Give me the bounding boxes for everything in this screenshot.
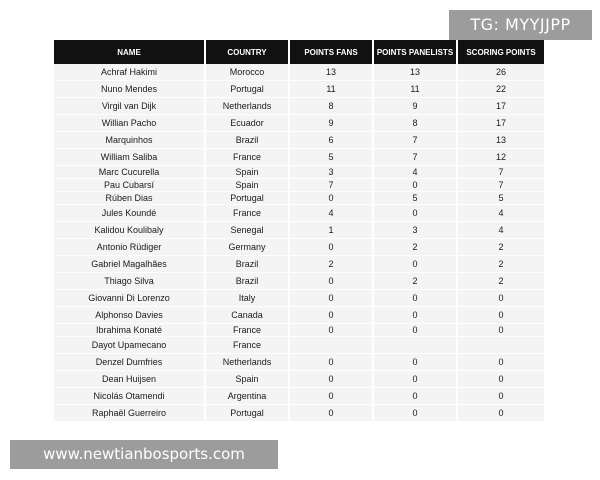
scoring-points-cell: 4	[458, 205, 544, 222]
player-name-cell: Dean Huijsen	[54, 371, 206, 388]
table-row	[54, 337, 544, 354]
player-name-cell: William Saliba	[54, 149, 206, 166]
country-cell: France	[206, 324, 290, 337]
player-name-cell: Giovanni Di Lorenzo	[54, 290, 206, 307]
points-fans-cell	[290, 337, 374, 354]
table-row	[54, 115, 544, 132]
points-panelists-cell: 3	[374, 222, 458, 239]
country-cell: Portugal	[206, 81, 290, 98]
scoring-points-cell: 4	[458, 222, 544, 239]
player-name-cell: Rúben Dias	[54, 192, 206, 205]
scoring-points-cell: 2	[458, 256, 544, 273]
scoring-points-cell	[458, 337, 544, 354]
player-name-cell: Nuno Mendes	[54, 81, 206, 98]
scoring-points-cell: 0	[458, 388, 544, 405]
points-panelists-cell: 8	[374, 115, 458, 132]
points-fans-cell: 0	[290, 405, 374, 422]
scoring-points-cell: 2	[458, 273, 544, 290]
points-panelists-cell: 0	[374, 388, 458, 405]
player-name-cell: Thiago Silva	[54, 273, 206, 290]
player-name-cell: Alphonso Davies	[54, 307, 206, 324]
player-name-cell: Denzel Dumfries	[54, 354, 206, 371]
scoring-points-cell: 0	[458, 324, 544, 337]
points-fans-cell: 11	[290, 81, 374, 98]
country-cell: Netherlands	[206, 98, 290, 115]
scoring-points-cell: 26	[458, 64, 544, 81]
website-watermark: www.newtianbosports.com	[10, 440, 278, 469]
country-cell: Portugal	[206, 192, 290, 205]
country-cell: France	[206, 205, 290, 222]
scoring-points-cell: 22	[458, 81, 544, 98]
scoring-points-cell: 0	[458, 405, 544, 422]
scoring-points-cell: 0	[458, 307, 544, 324]
country-cell: Ecuador	[206, 115, 290, 132]
country-cell: Brazil	[206, 273, 290, 290]
header-points-fans: POINTS FANS	[290, 40, 374, 64]
table-row	[54, 405, 544, 422]
points-fans-cell: 6	[290, 132, 374, 149]
points-panelists-cell: 0	[374, 371, 458, 388]
points-panelists-cell: 11	[374, 81, 458, 98]
country-cell: Italy	[206, 290, 290, 307]
points-fans-cell: 9	[290, 115, 374, 132]
points-panelists-cell: 0	[374, 405, 458, 422]
points-fans-cell: 1	[290, 222, 374, 239]
player-name-cell: Gabriel Magalhães	[54, 256, 206, 273]
points-panelists-cell: 2	[374, 273, 458, 290]
table-row	[54, 354, 544, 371]
table-header	[54, 40, 544, 64]
player-name-cell: Achraf Hakimi	[54, 64, 206, 81]
points-panelists-cell: 0	[374, 324, 458, 337]
country-cell: Canada	[206, 307, 290, 324]
table-row	[54, 290, 544, 307]
defenders-ranking-table-container	[54, 40, 544, 422]
scoring-points-cell: 5	[458, 192, 544, 205]
table-row	[54, 149, 544, 166]
table-row	[54, 324, 544, 337]
table-row	[54, 256, 544, 273]
scoring-points-cell: 0	[458, 354, 544, 371]
points-panelists-cell: 0	[374, 307, 458, 324]
table-row	[54, 388, 544, 405]
table-row	[54, 307, 544, 324]
scoring-points-cell: 0	[458, 371, 544, 388]
player-name-cell: Ibrahima Konaté	[54, 324, 206, 337]
table-body	[54, 64, 544, 422]
points-fans-cell: 13	[290, 64, 374, 81]
points-panelists-cell	[374, 337, 458, 354]
table-row	[54, 192, 544, 205]
table-row	[54, 98, 544, 115]
country-cell: France	[206, 149, 290, 166]
country-cell: Spain	[206, 166, 290, 179]
country-cell: Brazil	[206, 256, 290, 273]
points-panelists-cell: 0	[374, 256, 458, 273]
player-name-cell: Pau Cubarsí	[54, 179, 206, 192]
country-cell: Senegal	[206, 222, 290, 239]
table-row	[54, 81, 544, 98]
scoring-points-cell: 7	[458, 179, 544, 192]
scoring-points-cell: 7	[458, 166, 544, 179]
points-panelists-cell: 0	[374, 205, 458, 222]
player-name-cell: Kalidou Koulibaly	[54, 222, 206, 239]
points-panelists-cell: 0	[374, 179, 458, 192]
scoring-points-cell: 12	[458, 149, 544, 166]
scoring-points-cell: 17	[458, 98, 544, 115]
points-fans-cell: 0	[290, 273, 374, 290]
table-row	[54, 273, 544, 290]
table-row	[54, 371, 544, 388]
points-panelists-cell: 2	[374, 239, 458, 256]
points-panelists-cell: 0	[374, 354, 458, 371]
points-fans-cell: 8	[290, 98, 374, 115]
points-fans-cell: 0	[290, 290, 374, 307]
scoring-points-cell: 13	[458, 132, 544, 149]
country-cell: France	[206, 337, 290, 354]
country-cell: Germany	[206, 239, 290, 256]
header-name: NAME	[54, 40, 206, 64]
table-row	[54, 132, 544, 149]
table-row	[54, 179, 544, 192]
points-fans-cell: 0	[290, 239, 374, 256]
header-scoring-points: SCORING POINTS	[458, 40, 544, 64]
country-cell: Spain	[206, 179, 290, 192]
points-fans-cell: 0	[290, 192, 374, 205]
points-panelists-cell: 13	[374, 64, 458, 81]
table-row	[54, 166, 544, 179]
points-panelists-cell: 5	[374, 192, 458, 205]
country-cell: Portugal	[206, 405, 290, 422]
country-cell: Brazil	[206, 132, 290, 149]
points-fans-cell: 0	[290, 371, 374, 388]
header-points-panelists: POINTS PANELISTS	[374, 40, 458, 64]
country-cell: Netherlands	[206, 354, 290, 371]
player-name-cell: Dayot Upamecano	[54, 337, 206, 354]
points-fans-cell: 0	[290, 354, 374, 371]
player-name-cell: Raphaël Guerreiro	[54, 405, 206, 422]
points-fans-cell: 5	[290, 149, 374, 166]
player-name-cell: Antonio Rüdiger	[54, 239, 206, 256]
player-name-cell: Nicolás Otamendi	[54, 388, 206, 405]
player-name-cell: Marquinhos	[54, 132, 206, 149]
points-fans-cell: 2	[290, 256, 374, 273]
points-fans-cell: 0	[290, 388, 374, 405]
scoring-points-cell: 17	[458, 115, 544, 132]
points-panelists-cell: 9	[374, 98, 458, 115]
points-panelists-cell: 0	[374, 290, 458, 307]
points-fans-cell: 4	[290, 205, 374, 222]
defenders-ranking-table	[54, 40, 544, 422]
player-name-cell: Marc Cucurella	[54, 166, 206, 179]
points-fans-cell: 3	[290, 166, 374, 179]
points-fans-cell: 0	[290, 324, 374, 337]
player-name-cell: Willian Pacho	[54, 115, 206, 132]
points-panelists-cell: 4	[374, 166, 458, 179]
table-row	[54, 64, 544, 81]
points-fans-cell: 7	[290, 179, 374, 192]
header-country: COUNTRY	[206, 40, 290, 64]
points-panelists-cell: 7	[374, 132, 458, 149]
table-row	[54, 239, 544, 256]
telegram-watermark: TG: MYYJJPP	[449, 10, 592, 40]
table-row	[54, 222, 544, 239]
player-name-cell: Virgil van Dijk	[54, 98, 206, 115]
points-panelists-cell: 7	[374, 149, 458, 166]
points-fans-cell: 0	[290, 307, 374, 324]
country-cell: Argentina	[206, 388, 290, 405]
player-name-cell: Jules Koundé	[54, 205, 206, 222]
scoring-points-cell: 0	[458, 290, 544, 307]
country-cell: Morocco	[206, 64, 290, 81]
scoring-points-cell: 2	[458, 239, 544, 256]
table-row	[54, 205, 544, 222]
country-cell: Spain	[206, 371, 290, 388]
